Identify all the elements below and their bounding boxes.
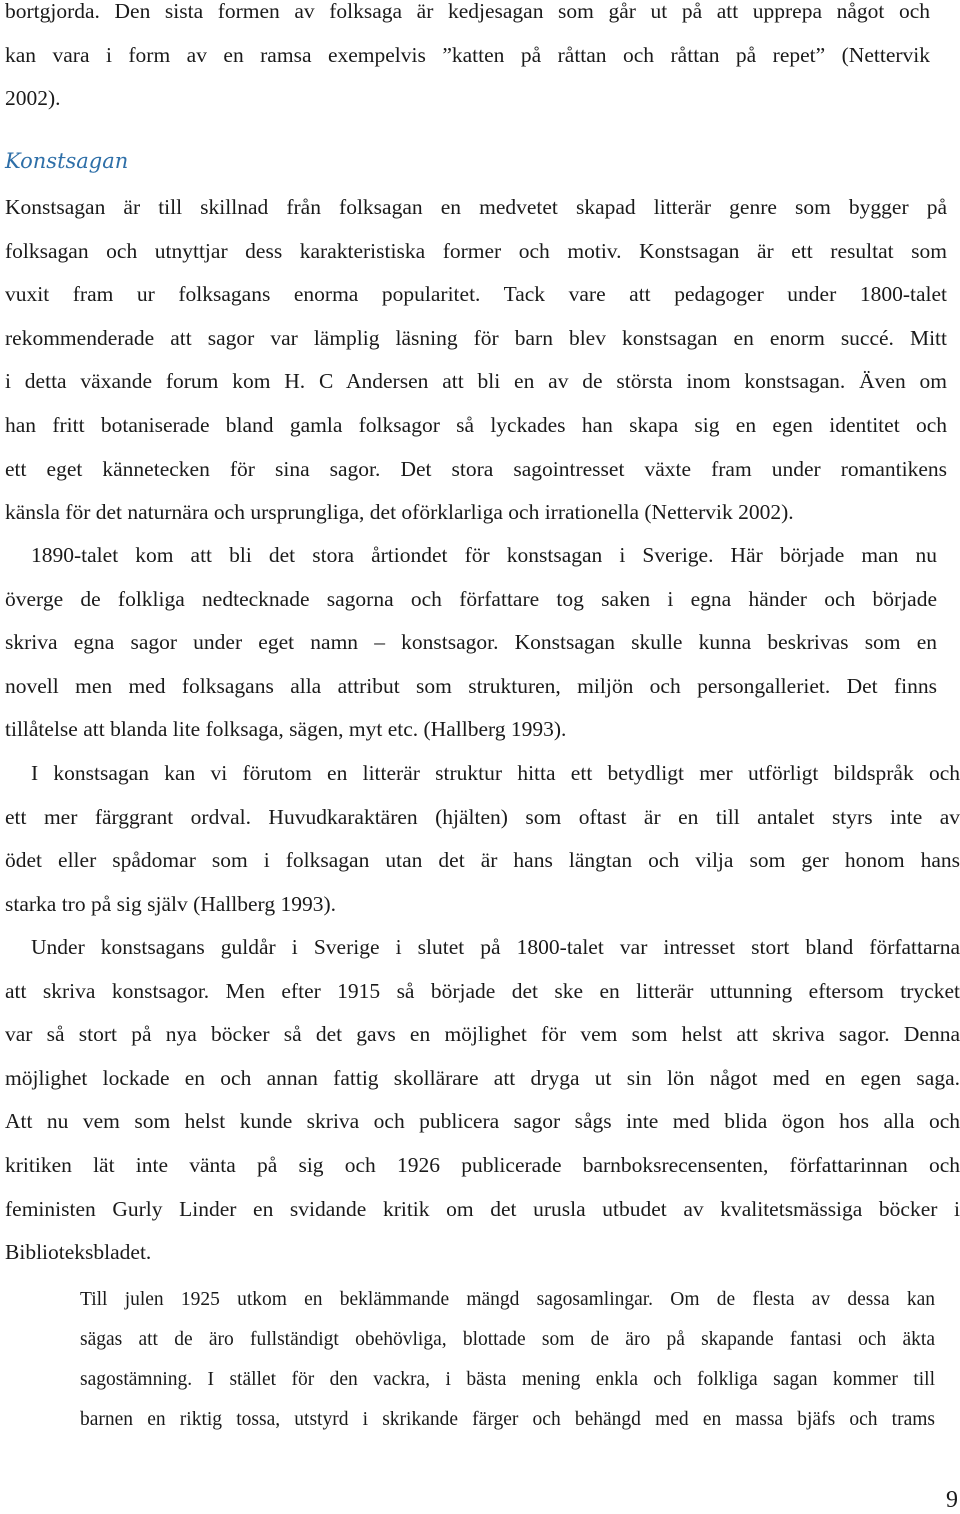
text-line: folksagan och utnyttjar dess karakteristiska former och motiv. Konstsagan är ett resultat som [5,238,947,263]
page-number: 9 [946,1487,958,1513]
text-line: 1890-talet kom att bli det stora årtiondet för konstsagan i Sverige. Här började man nu [31,543,937,567]
text-line: Att nu vem som helst kunde skriva och publicera sagor sågs inte med blida ögon hos alla och [5,1109,960,1134]
continuation-paragraph [5,0,930,121]
text-line: rekommenderade att sagor var lämplig läsning för barn blev konstsagan en enorm succé. Mitt [5,325,947,350]
paragraph-bildsprak [5,752,960,926]
text-line: starka tro på sig själv (Hallberg 1993). [5,891,336,916]
paragraph-1890-talet [5,534,937,752]
text-line: ödet eller spådomar som i folksagan utan det är hans längtan och vilja som ger honom hans [5,848,960,873]
paragraph-konstsagan-definition [5,186,947,535]
paragraph-guldar [5,926,960,1275]
text-line: Under konstsagans guldår i Sverige i slutet på 1800-talet var intresset stort bland författarna [31,935,960,959]
text-line: 2002). [5,86,61,111]
section-heading: Konstsagan [5,149,129,173]
quote-line: Till julen 1925 utkom en beklämmande mängd sagosamlingar. Om de flesta av dessa kan [80,1289,935,1310]
quote-line: sägas att de äro fullständigt obehövliga, blottade som de äro på skapande fantasi och äkta [80,1329,935,1350]
text-line: han fritt botaniserade bland gamla folksagor så lyckades han skapa sig en egen identitet och [5,412,947,437]
text-line: Biblioteksbladet. [5,1240,152,1265]
block-quote [80,1280,935,1440]
text-line: att skriva konstsagor. Men efter 1915 så började det ske en litterär uttunning eftersom trycket [5,978,960,1003]
text-line: var så stort på nya böcker så det gavs en möjlighet för vem som helst att skriva sagor. Denna [5,1022,960,1047]
text-line: Konstsagan är till skillnad från folksagan en medvetet skapad litterär genre som bygger på [5,195,947,219]
text-line: ett mer färggrant ordval. Huvudkaraktären (hjälten) som oftast är en till antalet styrs inte av [5,804,960,829]
text-line: vuxit fram ur folksagans enorma popularitet. Tack vare att pedagoger under 1800-talet [5,282,947,307]
text-line: tillåtelse att blanda lite folksaga, sägen, myt etc. (Hallberg 1993). [5,717,567,742]
text-line: i detta växande forum kom H. C Andersen att bli en av de största inom konstsagan. Även om [5,369,947,394]
text-line: kritiken lät inte vänta på sig och 1926 publicerade barnboksrecensenten, författarinnan och [5,1152,960,1177]
text-line: möjlighet lockade en och annan fattig skollärare att dryga ut sin lön något med en egen saga. [5,1065,960,1090]
text-line: ett eget kännetecken för sina sagor. Det stora sagointresset växte fram under romantikens [5,456,947,481]
text-line: kan vara i form av en ramsa exempelvis ”katten på råttan och råttan på repet” (Nettervik [5,42,930,67]
text-line: I konstsagan kan vi förutom en litterär struktur hitta ett betydligt mer utförligt bildspråk och [31,761,960,785]
text-line: novell men med folksagans alla attribut som strukturen, miljön och persongalleriet. Det finns [5,673,937,698]
quote-line: sagostämning. I stället för den vackra, i bästa mening enkla och folkliga sagan kommer till [80,1369,935,1390]
quote-line: barnen en riktig tossa, utstyrd i skrikande färger och behängd med en massa bjäfs och trams [80,1409,935,1430]
text-line: bortgjorda. Den sista formen av folksaga är kedjesagan som går ut på att upprepa något och [5,0,930,23]
text-line: feministen Gurly Linder en svidande kritik om det urusla utbudet av kvalitetsmässiga böcker i [5,1196,960,1221]
text-line: känsla för det naturnära och ursprungliga, det oförklarliga och irrationella (Nettervik 2002). [5,500,794,525]
text-line: överge de folkliga nedtecknade sagorna och författare tog saken i egna händer och började [5,586,937,611]
text-line: skriva egna sagor under eget namn – konstsagor. Konstsagan skulle kunna beskrivas som en [5,630,937,655]
